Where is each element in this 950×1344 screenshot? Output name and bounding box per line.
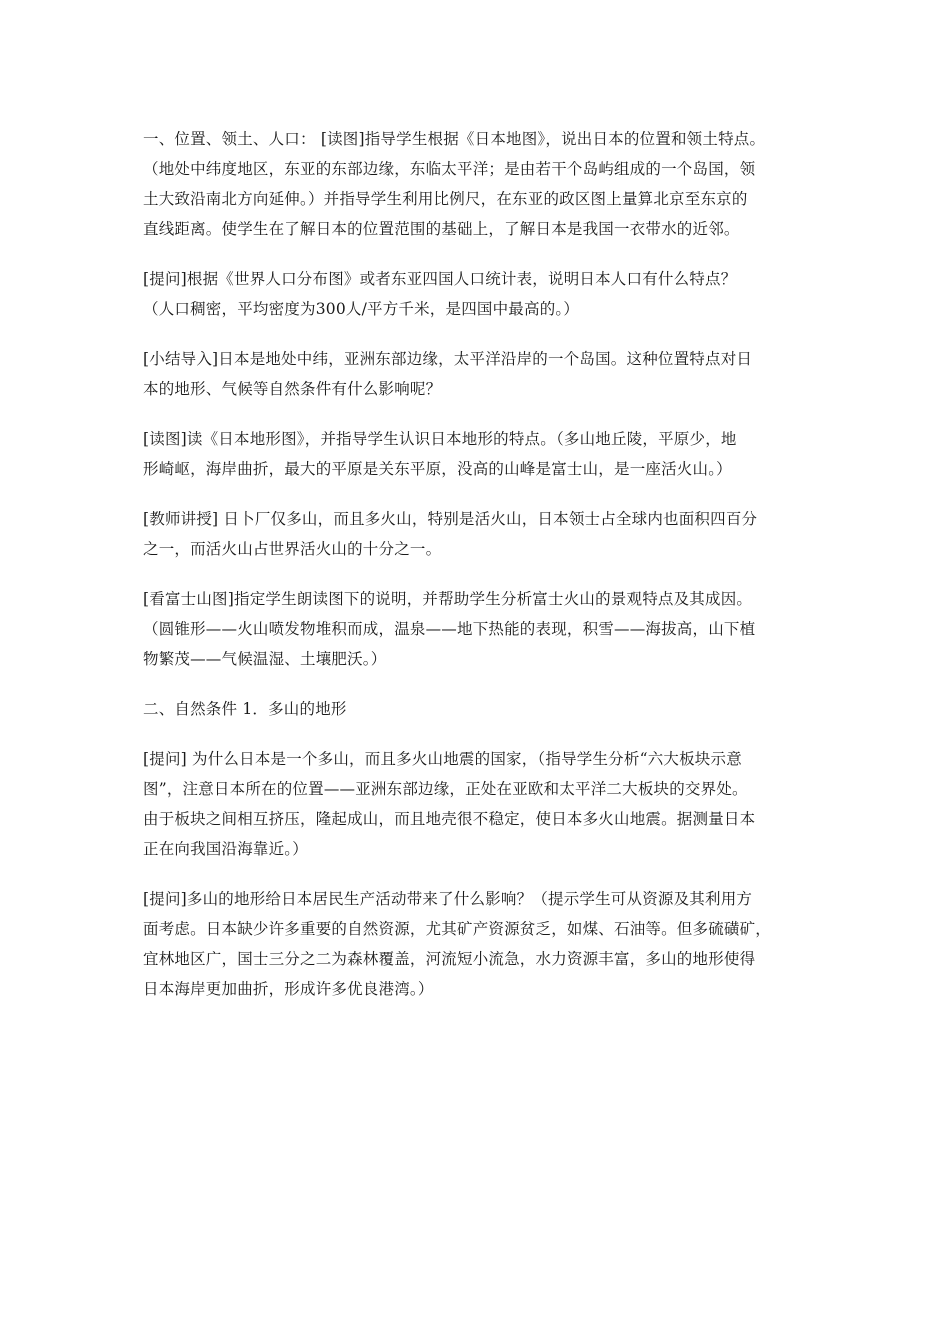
text-line: [读图]读《日本地形图》，并指导学生认识日本地形的特点。（多山地丘陵，平原少，地 <box>143 430 737 448</box>
text-line: [看富士山图]指定学生朗读图下的说明，并帮助学生分析富士火山的景观特点及其成因。 <box>143 590 753 608</box>
text-line: （地处中纬度地区，东亚的东部边缘，东临太平洋；是由若干个岛屿组成的一个岛国，领 <box>143 160 756 178</box>
text-line: （人口稠密，平均密度为300人/平方千米，是四国中最高的。） <box>143 300 580 318</box>
text-line: [提问]根据《世界人口分布图》或者东亚四国人口统计表，说明日本人口有什么特点？ <box>143 270 737 288</box>
paragraph-terrain-map <box>143 424 823 484</box>
section-heading-natural-conditions <box>143 694 823 724</box>
document-page <box>143 124 823 1024</box>
text-line: [教师讲授] 日卜厂仅多山，而且多火山，特别是活火山，日本领士占全球内也面积四百分 <box>143 510 758 528</box>
text-line: 由于板块之间相互挤压，隆起成山，而且地壳很不稳定，使日本多火山地震。据测量日本 <box>143 810 756 828</box>
text-line: 宜林地区广，国士三分之二为森林覆盖，河流短小流急，水力资源丰富，多山的地形使得 <box>143 950 756 968</box>
text-line: [提问]多山的地形给日本居民生产活动带来了什么影响？（提示学生可从资源及其利用方 <box>143 890 753 908</box>
paragraph-location-territory <box>143 124 823 244</box>
text-line: 之一，而活火山占世界活火山的十分之一。 <box>143 540 442 558</box>
text-line: 物繁茂——气候温湿、土壤肥沃。） <box>143 650 387 668</box>
paragraph-resources-question <box>143 884 823 1004</box>
text-line: 一、位置、领土、人口： [读图]指导学生根据《日本地图》，说出日本的位置和领土特点。 <box>143 130 766 148</box>
text-line: 本的地形、气候等自然条件有什么影响呢？ <box>143 380 442 398</box>
paragraph-summary-intro <box>143 344 823 404</box>
text-line: 图”，注意日本所在的位置——亚洲东部边缘，正处在亚欧和太平洋二大板块的交界处。 <box>143 780 748 798</box>
paragraph-plates-question <box>143 744 823 864</box>
text-line: （圆锥形——火山喷发物堆积而成，温泉——地下热能的表现，积雪——海拔高，山下植 <box>143 620 756 638</box>
paragraph-teacher-lecture <box>143 504 823 564</box>
text-line: 面考虑。日本缺少许多重要的自然资源，尤其矿产资源贫乏，如煤、石油等。但多硫磺矿， <box>143 920 772 938</box>
text-line: 直线距离。使学生在了解日本的位置范围的基础上，了解日本是我国一衣带水的近邻。 <box>143 220 740 238</box>
paragraph-fuji-image <box>143 584 823 674</box>
text-line: 日本海岸更加曲折，形成许多优良港湾。） <box>143 980 434 998</box>
paragraph-population-question <box>143 264 823 324</box>
text-line: [小结导入]日本是地处中纬，亚洲东部边缘，太平洋沿岸的一个岛国。这种位置特点对日 <box>143 350 753 368</box>
text-line: 正在向我国沿海靠近。） <box>143 840 308 858</box>
text-line: [提问] 为什么日本是一个多山，而且多火山地震的国家，（指导学生分析“六大板块示意 <box>143 750 742 768</box>
text-line: 土大致沿南北方向延伸。）并指导学生利用比例尺，在东亚的政区图上量算北京至东京的 <box>143 190 748 208</box>
text-line: 形崎岖，海岸曲折，最大的平原是关东平原，没高的山峰是富士山，是一座活火山。） <box>143 460 732 478</box>
text-line: 二、自然条件 1．多山的地形 <box>143 700 347 718</box>
